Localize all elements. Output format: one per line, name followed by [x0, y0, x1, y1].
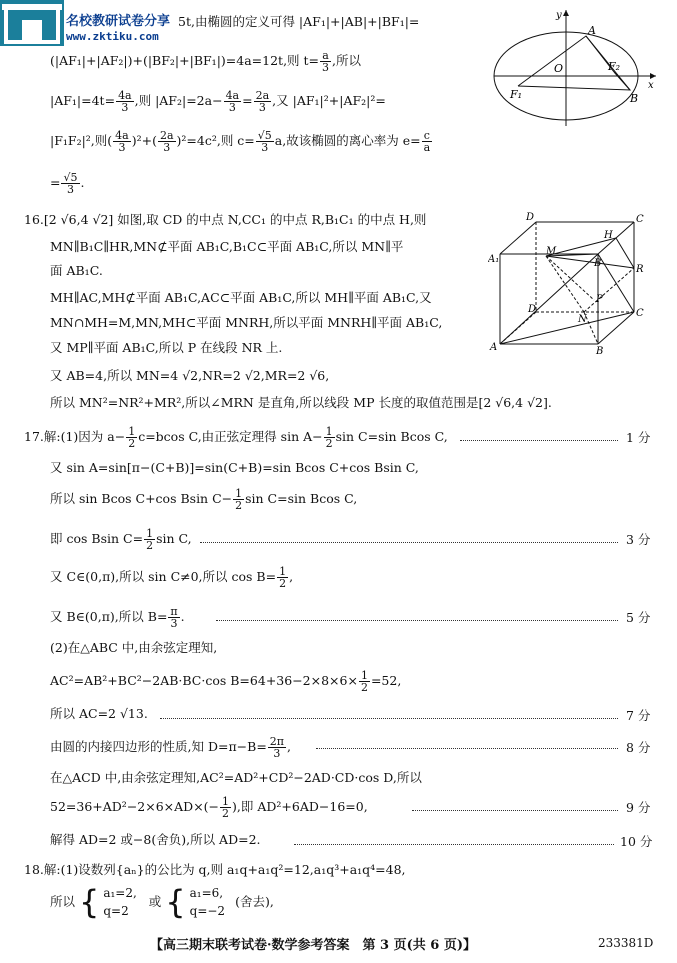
q15-line2: (|AF₁|+|AF₂|)+(|BF₂|+|BF₁|)=4a=12t,则 t= $\frac{a}{3}$ ,所以 — [50, 49, 361, 74]
label-y: y — [556, 10, 562, 21]
dot-leader — [160, 718, 618, 719]
paper-code: 233381D — [598, 936, 654, 950]
score-3: 3 分 — [626, 532, 651, 547]
label-O: O — [554, 62, 564, 75]
label-R: R — [636, 264, 644, 275]
logo-title: 名校教研试卷分享 — [66, 14, 171, 29]
left-brace: { — [165, 883, 186, 921]
q17-line3: 所以 sin Bcos C+cos Bsin C− $\frac{1}{2}$ sin C=sin Bcos C, — [50, 487, 358, 512]
site-logo — [0, 0, 180, 48]
q18-line2: 所以 { a₁=2, q=2 或 { a₁=6, q=−2 (舍去), — [50, 883, 274, 921]
score-10: 10 分 — [620, 834, 653, 849]
q17-line11: 在△ACD 中,由余弦定理知,AC²=AD²+CD²−2AD·CD·cos D,所以 — [50, 770, 422, 785]
label-M: M — [546, 246, 557, 257]
q18-line1: 18.解:(1)设数列{aₙ}的公比为 q,则 a₁q+a₁q²=12,a₁q³+a₁q⁴=48, — [24, 862, 406, 877]
label-A: A — [490, 342, 498, 353]
q17-line10: 由圆的内接四边形的性质,知 D=π−B= $\frac{2\pi}{3}$ , — [50, 735, 292, 760]
dot-leader — [294, 844, 614, 845]
q16-line5: MN∩MH=M,MN,MH⊂平面 MNRH,所以平面 MNRH∥平面 AB₁C, — [50, 315, 443, 330]
q17-line7: (2)在△ABC 中,由余弦定理知, — [50, 640, 218, 655]
label-D: D — [528, 304, 537, 315]
ellipse-figure — [490, 6, 660, 130]
label-A: A — [588, 24, 596, 37]
label-P: P — [596, 294, 603, 305]
label-B: B — [630, 92, 639, 105]
q16-line8: 所以 MN²=NR²+MR²,所以∠MRN 是直角,所以线段 MP 长度的取值范围是[2 √6,4 √2]. — [50, 395, 552, 410]
label-N: N — [578, 314, 587, 325]
logo-url: www.zktiku.com — [66, 30, 159, 43]
score-1: 1 分 — [626, 430, 651, 445]
label-C1: C — [636, 214, 644, 225]
label-B: B — [596, 346, 604, 356]
q15-line3: |AF₁|=4t= $\frac{4a}{3}$ ,则 |AF₂|=2a− $\frac{4a}{3}$ = $\frac{2a}{3}$ ,又 |AF₁|²+|AF₂|²= — [50, 89, 386, 114]
q17-line9: 所以 AC=2 √13. — [50, 706, 148, 721]
q17-line8: AC²=AB²+BC²−2AB·BC·cos B=64+36−2×8×6× $\frac{1}{2}$ =52, — [50, 669, 402, 694]
dot-leader — [216, 620, 618, 621]
q15-line4: |F₁F₂|²,则( $\frac{4a}{3}$ )²+( $\frac{2a}{3}$ )²=4c²,则 c= $\frac{√5}{3}$ a,故该椭圆的离心率为 e= $\frac{c}{a}$ — [50, 129, 431, 154]
logo-emblem — [0, 0, 64, 46]
q17-line6: 又 B∈(0,π),所以 B= $\frac{\pi}{3}$ . — [50, 605, 185, 630]
q17-line4: 即 cos Bsin C= $\frac{1}{2}$ sin C, — [50, 527, 192, 552]
dot-leader — [200, 542, 618, 543]
q16-line7: 又 AB=4,所以 MN=4 √2,NR=2 √2,MR=2 √6, — [50, 368, 330, 383]
gate-icon — [0, 0, 64, 46]
label-B1: B — [594, 258, 602, 269]
score-9: 9 分 — [626, 800, 651, 815]
score-8: 8 分 — [626, 740, 651, 755]
q17-line2: 又 sin A=sin[π−(C+B)]=sin(C+B)=sin Bcos C+cos Bsin C, — [50, 460, 419, 475]
q17-line13: 解得 AD=2 或−8(舍负),所以 AD=2. — [50, 832, 261, 847]
label-F2: F₂ — [608, 60, 621, 73]
label-A1: A₁ — [488, 254, 500, 265]
q15-line5: = $\frac{√5}{3}$ . — [50, 171, 85, 196]
dot-leader — [316, 748, 618, 749]
q15-line1: 5t,由椭圆的定义可得 |AF₁|+|AB|+|BF₁|= — [178, 14, 420, 29]
q17-line5: 又 C∈(0,π),所以 sin C≠0,所以 cos B= $\frac{1}{2}$ , — [50, 565, 294, 590]
q16-line2: MN∥B₁C∥HR,MN⊄平面 AB₁C,B₁C⊂平面 AB₁C,所以 MN∥平 — [50, 239, 404, 254]
q17-line12: 52=36+AD²−2×6×AD×(− $\frac{1}{2}$ ),即 AD²+6AD−16=0, — [50, 795, 368, 820]
dot-leader — [460, 440, 618, 441]
dot-leader — [412, 810, 618, 811]
left-brace: { — [79, 883, 100, 921]
cube-figure — [488, 208, 648, 356]
q17-line1: 17.解:(1)因为 a− $\frac{1}{2}$ c=bcos C,由正弦定理得 sin A− $\frac{1}{2}$ sin C=sin Bcos C, — [24, 425, 448, 450]
page-footer: 【高三期末联考试卷·数学参考答案 第 3 页(共 6 页)】 — [150, 938, 477, 953]
score-5: 5 分 — [626, 610, 651, 625]
q16-line3: 面 AB₁C. — [50, 263, 103, 278]
score-7: 7 分 — [626, 708, 651, 723]
label-x: x — [648, 80, 654, 91]
label-D1: D — [526, 212, 535, 223]
q16-line4: MH∥AC,MH⊄平面 AB₁C,AC⊂平面 AB₁C,所以 MH∥平面 AB₁C,又 — [50, 290, 432, 305]
label-C: C — [636, 308, 644, 319]
q16-line6: 又 MP∥平面 AB₁C,所以 P 在线段 NR 上. — [50, 340, 283, 355]
label-H: H — [604, 230, 613, 241]
q16-line1: 16.[2 √6,4 √2] 如图,取 CD 的中点 N,CC₁ 的中点 R,B₁C₁ 的中点 H,则 — [24, 212, 427, 227]
label-F1: F₁ — [510, 88, 523, 101]
